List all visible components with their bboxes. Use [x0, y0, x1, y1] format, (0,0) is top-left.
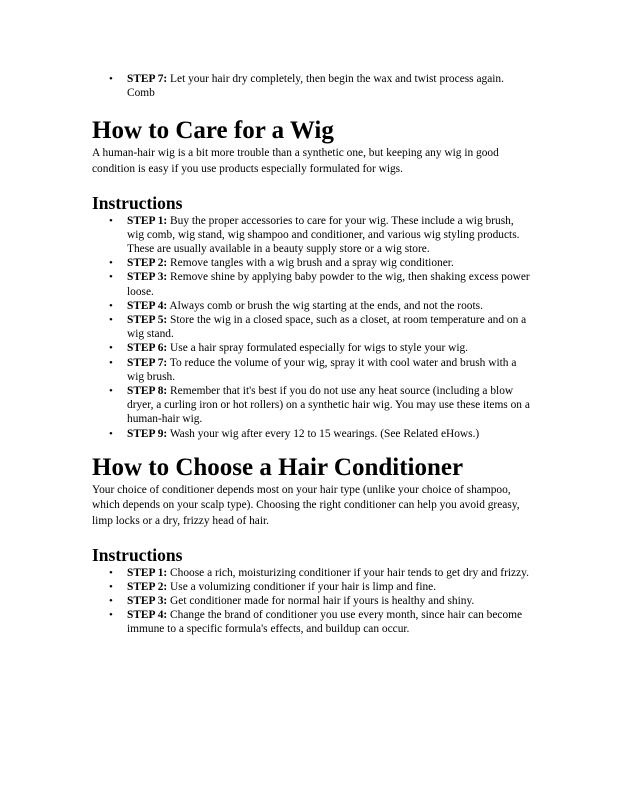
bullet: • — [109, 271, 113, 284]
conditioner-section-intro: Your choice of conditioner depends most on your hair type (unlike your choice of shampoo, which depends on your scalp type). Choosing the right conditioner can help you avoid greasy, limp locks or a dry, frizzy head of hair. — [92, 483, 520, 528]
step-text: Store the wig in a closed space, such as a closet, at room temperature and on a wig stand. — [127, 314, 527, 341]
list-item — [109, 580, 532, 594]
step-text: Buy the proper accessories to care for your wig. These include a wig brush, wig comb, wig stand, wig shampoo and conditioner, and various wig styling products. These are usually available in a beauty supply store or a wig store. — [127, 214, 520, 255]
list-item — [109, 270, 532, 298]
step-text: Remove shine by applying baby powder to the wig, then shaking excess power loose. — [127, 271, 530, 298]
list-item — [109, 214, 532, 257]
wig-section-intro: A human-hair wig is a bit more trouble than a synthetic one, but keeping any wig in good condition is easy if you use products especially formulated for wigs. — [92, 147, 499, 175]
list-item — [109, 594, 532, 608]
step-number: STEP 5: — [127, 314, 168, 327]
step-text: Let your hair dry completely, then begin the wax and twist process again. Comb — [127, 73, 504, 100]
bullet: • — [109, 299, 113, 312]
bullet: • — [109, 73, 113, 85]
step-number: STEP 8: — [127, 385, 168, 398]
document-page — [92, 72, 532, 637]
bullet: • — [109, 342, 113, 355]
list-item — [109, 256, 532, 270]
step-number: STEP 7: — [127, 356, 168, 369]
step-number: STEP 2: — [127, 257, 168, 270]
step-number: STEP 9: — [127, 427, 168, 440]
step-text: Use a hair spray formulated especially for wigs to style your wig. — [167, 342, 469, 355]
wig-step-list — [92, 214, 532, 441]
step-number: STEP 4: — [127, 299, 168, 312]
bullet: • — [109, 257, 113, 270]
bullet: • — [109, 214, 113, 227]
conditioner-instructions-heading: Instructions — [92, 544, 183, 565]
step-number: STEP 6: — [127, 342, 168, 355]
bullet: • — [109, 595, 113, 608]
conditioner-section-title: How to Choose a Hair Conditioner — [92, 453, 464, 481]
step-text: Choose a rich, moisturizing conditioner if your hair tends to get dry and frizzy. — [167, 566, 529, 579]
list-item — [109, 566, 532, 580]
list-item — [109, 356, 532, 384]
wig-instructions-heading: Instructions — [92, 192, 183, 213]
step-number: STEP 4: — [127, 609, 168, 622]
bullet: • — [109, 314, 113, 327]
step-text: Always comb or brush the wig starting at the ends, and not the roots. — [167, 299, 483, 312]
bullet: • — [109, 427, 113, 440]
bullet: • — [109, 609, 113, 622]
bullet: • — [109, 580, 113, 593]
bullet: • — [109, 356, 113, 369]
list-item — [109, 341, 532, 355]
step-number: STEP 1: — [127, 214, 168, 227]
step-text: Change the brand of conditioner you use every month, since hair can become immune to a specific formula's effects, and buildup can occur. — [127, 609, 523, 636]
list-item — [109, 384, 532, 427]
step-number: STEP 2: — [127, 580, 168, 593]
step-number: STEP 3: — [127, 271, 168, 284]
step-number: STEP 1: — [127, 566, 168, 579]
step-number: STEP 3: — [127, 595, 168, 608]
step-text: Wash your wig after every 12 to 15 wearings. (See Related eHows.) — [167, 427, 480, 440]
step-text: Remember that it's best if you do not use any heat source (including a blow dryer, a curling iron or hot rollers) on a synthetic hair wig. You may use these items on a human-hair wig. — [127, 385, 530, 426]
step-text: Remove tangles with a wig brush and a spray wig conditioner. — [167, 257, 454, 270]
list-item — [109, 72, 532, 100]
list-item — [109, 313, 532, 341]
step-text: Use a volumizing conditioner if your hair is limp and fine. — [167, 580, 437, 593]
list-item — [109, 299, 532, 313]
bullet: • — [109, 566, 113, 579]
list-item — [109, 608, 532, 636]
step-text: Get conditioner made for normal hair if yours is healthy and shiny. — [167, 595, 475, 608]
wig-section-title: How to Care for a Wig — [92, 117, 334, 145]
step-number: STEP 7: — [127, 73, 168, 85]
step-text: To reduce the volume of your wig, spray it with cool water and brush with a wig brush. — [127, 356, 517, 383]
conditioner-step-list — [92, 566, 532, 637]
list-item — [109, 427, 532, 441]
bullet: • — [109, 385, 113, 398]
top-step-list — [92, 72, 532, 100]
